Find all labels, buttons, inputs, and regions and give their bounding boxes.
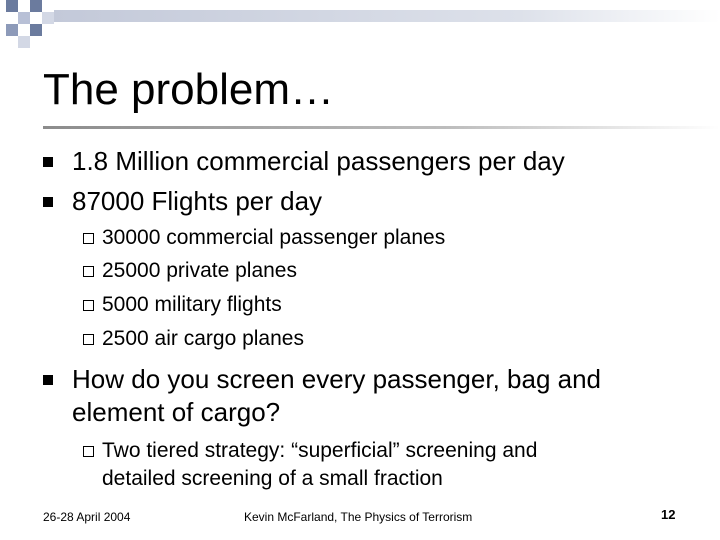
checkbox-bullet-icon [83, 300, 94, 311]
slide-number: 12 [661, 507, 676, 522]
sub-bullet-text: Two tiered strategy: “superficial” screening and [102, 439, 538, 462]
slide-title: The problem… [43, 65, 335, 114]
checkbox-bullet-icon [83, 334, 94, 345]
deco-square-light [18, 36, 30, 48]
square-bullet-icon [43, 157, 53, 167]
bullet-text: element of cargo? [72, 397, 281, 427]
bullet-text: How do you screen every passenger, bag and [72, 364, 602, 394]
footer-author-title: Kevin McFarland, The Physics of Terrorism [244, 510, 473, 524]
checkbox-bullet-icon [83, 266, 94, 277]
deco-square-light [18, 12, 30, 24]
sub-bullet-text: 2500 air cargo planes [102, 327, 304, 350]
deco-square-dark [6, 0, 18, 12]
deco-square-dark [30, 0, 42, 12]
deco-bar [54, 10, 720, 22]
sub-bullet-text: detailed screening of a small fraction [102, 467, 443, 490]
checkbox-bullet-icon [83, 233, 94, 244]
title-underline [43, 126, 720, 129]
sub-bullet-text: 30000 commercial passenger planes [102, 226, 446, 249]
deco-square-dark [30, 24, 42, 36]
deco-square-light [42, 12, 54, 24]
square-bullet-icon [43, 375, 53, 385]
checkbox-bullet-icon [83, 446, 94, 457]
deco-square-dark [6, 24, 18, 36]
footer-date: 26-28 April 2004 [43, 510, 131, 524]
bullet-text: 87000 Flights per day [72, 186, 323, 216]
bullet-text: 1.8 Million commercial passengers per day [72, 146, 565, 176]
sub-bullet-text: 5000 military flights [102, 293, 282, 316]
sub-bullet-text: 25000 private planes [102, 259, 297, 282]
square-bullet-icon [43, 197, 53, 207]
corner-decoration [0, 0, 720, 60]
